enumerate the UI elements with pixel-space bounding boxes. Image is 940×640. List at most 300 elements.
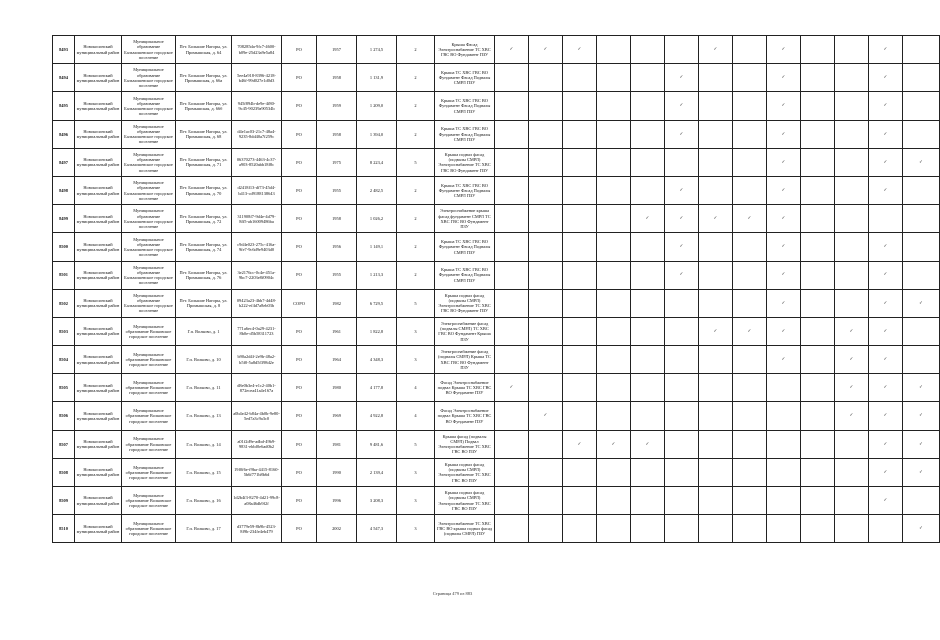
table-row [53, 430, 940, 458]
empty-cell [733, 346, 767, 374]
check-mark-icon: ✓ [665, 176, 699, 204]
check-mark-icon: ✓ [665, 92, 699, 120]
empty-cell [495, 458, 529, 486]
address-cell: Г.п. Волково, д. 14 [176, 430, 232, 458]
district-cell: Новокосинский муниципальный район [75, 346, 122, 374]
municipality-cell: Муниципальное образование Бальмошевское городское поселение [122, 176, 176, 204]
count-cell: 2 [397, 36, 435, 64]
type-cell: РО [282, 64, 317, 92]
check-mark-icon: ✓ [733, 205, 767, 233]
district-cell: Новокосинский муниципальный район [75, 374, 122, 402]
empty-cell [563, 317, 597, 345]
empty-cell [733, 36, 767, 64]
guid-cell: 1d2b4f3-8270-4d21-99c8-a08a46db9f2f [232, 487, 282, 515]
type-cell: РО [282, 120, 317, 148]
area-cell: 2 139,4 [357, 458, 397, 486]
guid-cell: b90a2d4f-2e9b-48a2-b5f0-5a8d5f398d2e [232, 346, 282, 374]
empty-cell [767, 515, 801, 543]
works-cell: Фасад Электроснабжение подвал Крыша ТС ХВС ГВС ВО Фундамент ПЗУ [435, 374, 495, 402]
check-mark-icon: ✓ [869, 402, 903, 430]
empty-cell [699, 148, 733, 176]
type-cell: РО [282, 346, 317, 374]
row-number: 8510 [53, 515, 75, 543]
empty-cell [563, 64, 597, 92]
empty-cell [733, 430, 767, 458]
type-cell: РО [282, 317, 317, 345]
row-number: 8498 [53, 176, 75, 204]
check-mark-icon: ✓ [903, 458, 940, 486]
empty-cell [699, 487, 733, 515]
empty-cell [495, 430, 529, 458]
row-number: 8502 [53, 289, 75, 317]
empty-cell [835, 92, 869, 120]
works-cell: Электроснабжение фасад (подвалы СМРЛ) Крыша ТС ХВС ГВС ВО Фундамент ПЗУ [435, 346, 495, 374]
guid-cell: a01f2d9e-adbd-49b9-9831-ebbf0e6ad0b2 [232, 430, 282, 458]
area-cell: 6 729,5 [357, 289, 397, 317]
area-cell: 8 223,4 [357, 148, 397, 176]
empty-cell [835, 64, 869, 92]
works-cell: Электроснабжение ТС ХВС ГВС ВО крыша подвал фасад (подвалы СМРЛ) ПЗУ [435, 515, 495, 543]
works-cell: Крыша подвал фасад (подвалы СМРЛ) Электроснабжение ТС ХВС ГВС ВО ПЗУ [435, 458, 495, 486]
check-mark-icon: ✓ [869, 92, 903, 120]
address-cell: Г.п. Волково, д. 1 [176, 317, 232, 345]
check-mark-icon: ✓ [903, 374, 940, 402]
check-mark-icon: ✓ [903, 148, 940, 176]
empty-cell [665, 36, 699, 64]
empty-cell [801, 148, 835, 176]
empty-cell [733, 374, 767, 402]
district-cell: Новокосинский муниципальный район [75, 176, 122, 204]
check-mark-icon: ✓ [903, 289, 940, 317]
empty-cell [903, 317, 940, 345]
check-mark-icon: ✓ [495, 36, 529, 64]
empty-cell [665, 515, 699, 543]
empty-cell [665, 402, 699, 430]
empty-cell [767, 487, 801, 515]
row-number: 8506 [53, 402, 75, 430]
check-mark-icon: ✓ [835, 346, 869, 374]
table-row [53, 346, 940, 374]
check-mark-icon: ✓ [869, 487, 903, 515]
empty-cell [835, 36, 869, 64]
guid-cell: 771a6ec4-0a29-4231-8b0e-d5b58311723 [232, 317, 282, 345]
year-cell: 1958 [317, 205, 357, 233]
area-cell: 1 026,2 [357, 205, 397, 233]
district-cell: Новокосинский муниципальный район [75, 317, 122, 345]
area-cell: 4 348,3 [357, 346, 397, 374]
year-cell: 2002 [317, 515, 357, 543]
empty-cell [733, 176, 767, 204]
empty-cell [665, 289, 699, 317]
district-cell: Новокосинский муниципальный район [75, 92, 122, 120]
count-cell: 3 [397, 346, 435, 374]
check-mark-icon: ✓ [869, 458, 903, 486]
empty-cell [495, 487, 529, 515]
table-row [53, 289, 940, 317]
empty-cell [699, 402, 733, 430]
empty-cell [801, 205, 835, 233]
type-cell: РО [282, 36, 317, 64]
count-cell: 3 [397, 458, 435, 486]
municipality-cell: Муниципальное образование Бальмошевское городское поселение [122, 36, 176, 64]
empty-cell [835, 487, 869, 515]
check-mark-icon: ✓ [869, 64, 903, 92]
works-cell: Крыша ТС ХВС ГВС ВО Фундамент Фасад Подвалы СМРЛ ПЗУ [435, 120, 495, 148]
municipality-cell: Муниципальное образование Бальмошевское городское поселение [122, 289, 176, 317]
empty-cell [597, 374, 631, 402]
guid-cell: 708285da-9fc7-4600-b09e-25d23a9e5a84 [232, 36, 282, 64]
municipality-cell: Муниципальное образование Волковское городское поселение [122, 402, 176, 430]
check-mark-icon: ✓ [869, 289, 903, 317]
empty-cell [733, 120, 767, 148]
empty-cell [665, 458, 699, 486]
check-mark-icon: ✓ [767, 176, 801, 204]
count-cell: 5 [397, 430, 435, 458]
guid-cell: 09423a23-4bb7-4d48-b222-ef4d7a8eb03b [232, 289, 282, 317]
row-number: 8505 [53, 374, 75, 402]
empty-cell [597, 402, 631, 430]
check-mark-icon: ✓ [563, 36, 597, 64]
type-cell: РО [282, 430, 317, 458]
count-cell: 2 [397, 233, 435, 261]
type-cell: РО [282, 176, 317, 204]
check-mark-icon: ✓ [665, 64, 699, 92]
empty-cell [699, 289, 733, 317]
address-cell: Пгт. Большие Нагоры, ул. Промышская, д. 64 [176, 36, 232, 64]
address-cell: Г.п. Волково, д. 10 [176, 346, 232, 374]
empty-cell [835, 515, 869, 543]
empty-cell [767, 430, 801, 458]
district-cell: Новокосинский муниципальный район [75, 515, 122, 543]
empty-cell [597, 148, 631, 176]
empty-cell [597, 176, 631, 204]
empty-cell [767, 458, 801, 486]
empty-cell [699, 64, 733, 92]
empty-cell [767, 374, 801, 402]
check-mark-icon: ✓ [903, 402, 940, 430]
empty-cell [903, 64, 940, 92]
municipality-cell: Муниципальное образование Волковское городское поселение [122, 374, 176, 402]
empty-cell [699, 430, 733, 458]
check-mark-icon: ✓ [699, 205, 733, 233]
empty-cell [597, 64, 631, 92]
empty-cell [529, 120, 563, 148]
year-cell: 1964 [317, 346, 357, 374]
check-mark-icon: ✓ [767, 64, 801, 92]
table-row [53, 64, 940, 92]
empty-cell [903, 176, 940, 204]
empty-cell [529, 261, 563, 289]
check-mark-icon: ✓ [631, 205, 665, 233]
empty-cell [869, 205, 903, 233]
year-cell: 1980 [317, 374, 357, 402]
address-cell: Г.п. Волково, д. 17 [176, 515, 232, 543]
empty-cell [835, 120, 869, 148]
check-mark-icon: ✓ [529, 36, 563, 64]
area-cell: 3 208,3 [357, 487, 397, 515]
works-cell: Крыша ТС ХВС ГВС ВО Фундамент Фасад Подвалы СМРЛ ПЗУ [435, 233, 495, 261]
empty-cell [563, 120, 597, 148]
empty-cell [733, 458, 767, 486]
empty-cell [903, 92, 940, 120]
count-cell: 5 [397, 148, 435, 176]
area-cell: 1 394,0 [357, 120, 397, 148]
empty-cell [495, 261, 529, 289]
table-row [53, 374, 940, 402]
check-mark-icon: ✓ [835, 374, 869, 402]
address-cell: Пгт. Большие Нагоры, ул. Промышская, д. 8 [176, 289, 232, 317]
table-row [53, 148, 940, 176]
municipality-cell: Муниципальное образование Бальмошевское городское поселение [122, 205, 176, 233]
municipality-cell: Муниципальное образование Волковское городское поселение [122, 515, 176, 543]
empty-cell [529, 176, 563, 204]
empty-cell [903, 233, 940, 261]
check-mark-icon: ✓ [869, 148, 903, 176]
empty-cell [563, 346, 597, 374]
count-cell: 2 [397, 64, 435, 92]
empty-cell [801, 176, 835, 204]
works-cell: Крыша Фасад Электроснабжение ТС ХВС ГВС ВО Фундамент ПЗУ [435, 36, 495, 64]
district-cell: Новокосинский муниципальный район [75, 64, 122, 92]
type-cell: РО [282, 458, 317, 486]
check-mark-icon: ✓ [903, 430, 940, 458]
empty-cell [869, 515, 903, 543]
check-mark-icon: ✓ [665, 261, 699, 289]
empty-cell [495, 402, 529, 430]
empty-cell [563, 402, 597, 430]
count-cell: 2 [397, 261, 435, 289]
empty-cell [801, 346, 835, 374]
empty-cell [631, 261, 665, 289]
count-cell: 3 [397, 487, 435, 515]
empty-cell [801, 317, 835, 345]
municipality-cell: Муниципальное образование Волковское городское поселение [122, 317, 176, 345]
check-mark-icon: ✓ [835, 402, 869, 430]
empty-cell [631, 64, 665, 92]
guid-cell: 5ee4a918-8396-4218-b46f-99d027e1d0d3 [232, 64, 282, 92]
empty-cell [563, 289, 597, 317]
guid-cell: d4e1ac03-21c7-48a4-9235-8dd40a7f259c [232, 120, 282, 148]
check-mark-icon: ✓ [767, 233, 801, 261]
address-cell: Пгт. Большие Нагоры, ул. Промышская, д. 68 [176, 120, 232, 148]
register-table [52, 35, 940, 543]
check-mark-icon: ✓ [767, 317, 801, 345]
row-number: 8501 [53, 261, 75, 289]
works-cell: Крыша подвал фасад (подвалы СМРЛ) Электроснабжение ТС ХВС ГВС ВО ПЗУ [435, 487, 495, 515]
check-mark-icon: ✓ [869, 36, 903, 64]
check-mark-icon: ✓ [869, 120, 903, 148]
empty-cell [563, 92, 597, 120]
municipality-cell: Муниципальное образование Бальмошевское городское поселение [122, 64, 176, 92]
year-cell: 1982 [317, 289, 357, 317]
empty-cell [563, 374, 597, 402]
guid-cell: 945f894b-de9e-4f80-9c45-90239a90534b [232, 92, 282, 120]
empty-cell [597, 205, 631, 233]
year-cell: 1996 [317, 487, 357, 515]
area-cell: 9 481,6 [357, 430, 397, 458]
type-cell: РО [282, 148, 317, 176]
empty-cell [835, 430, 869, 458]
address-cell: Пгт. Большие Нагоры, ул. Промышская, д. 66б [176, 92, 232, 120]
empty-cell [597, 120, 631, 148]
empty-cell [529, 233, 563, 261]
check-mark-icon: ✓ [869, 176, 903, 204]
area-cell: 4 922,8 [357, 402, 397, 430]
row-number: 8500 [53, 233, 75, 261]
works-cell: Крыша фасад (подвалы СМРЛ) Подвал Электроснабжение ТС ХВС ГВС ВО ПЗУ [435, 430, 495, 458]
works-cell: Крыша ТС ХВС ГВС ВО Фундамент Фасад Подвалы СМРЛ ПЗУ [435, 261, 495, 289]
area-cell: 2 482,5 [357, 176, 397, 204]
district-cell: Новокосинский муниципальный район [75, 458, 122, 486]
type-cell: РО [282, 487, 317, 515]
empty-cell [903, 36, 940, 64]
empty-cell [801, 36, 835, 64]
table-row [53, 176, 940, 204]
area-cell: 1 209,0 [357, 92, 397, 120]
empty-cell [529, 346, 563, 374]
empty-cell [699, 261, 733, 289]
row-number: 8496 [53, 120, 75, 148]
type-cell: РО [282, 233, 317, 261]
guid-cell: d2418f13-df73-45d4-b413-cd9188138643 [232, 176, 282, 204]
empty-cell [699, 374, 733, 402]
empty-cell [631, 289, 665, 317]
district-cell: Новокосинский муниципальный район [75, 148, 122, 176]
municipality-cell: Муниципальное образование Волковское городское поселение [122, 346, 176, 374]
year-cell: 1975 [317, 148, 357, 176]
area-cell: 1 213,3 [357, 261, 397, 289]
empty-cell [835, 261, 869, 289]
empty-cell [699, 458, 733, 486]
empty-cell [597, 261, 631, 289]
year-cell: 1956 [317, 233, 357, 261]
check-mark-icon: ✓ [529, 402, 563, 430]
municipality-cell: Муниципальное образование Бальмошевское городское поселение [122, 120, 176, 148]
empty-cell [495, 233, 529, 261]
type-cell: РО [282, 402, 317, 430]
check-mark-icon: ✓ [869, 346, 903, 374]
district-cell: Новокосинский муниципальный район [75, 233, 122, 261]
empty-cell [903, 346, 940, 374]
empty-cell [733, 233, 767, 261]
check-mark-icon: ✓ [699, 317, 733, 345]
municipality-cell: Муниципальное образование Бальмошевское городское поселение [122, 148, 176, 176]
area-cell: 1 274,5 [357, 36, 397, 64]
district-cell: Новокосинский муниципальный район [75, 205, 122, 233]
municipality-cell: Муниципальное образование Бальмошевское городское поселение [122, 92, 176, 120]
check-mark-icon: ✓ [869, 317, 903, 345]
year-cell: 1957 [317, 36, 357, 64]
count-cell: 2 [397, 120, 435, 148]
guid-cell: c9d4e023-275c-416a-9fe7-9c6d9e9403d0 [232, 233, 282, 261]
empty-cell [699, 515, 733, 543]
empty-cell [597, 92, 631, 120]
empty-cell [631, 458, 665, 486]
check-mark-icon: ✓ [767, 92, 801, 120]
check-mark-icon: ✓ [869, 233, 903, 261]
empty-cell [631, 120, 665, 148]
empty-cell [529, 289, 563, 317]
table-row [53, 36, 940, 64]
district-cell: Новокосинский муниципальный район [75, 402, 122, 430]
empty-cell [733, 92, 767, 120]
empty-cell [699, 233, 733, 261]
check-mark-icon: ✓ [767, 205, 801, 233]
municipality-cell: Муниципальное образование Бальмошевское городское поселение [122, 261, 176, 289]
empty-cell [631, 176, 665, 204]
district-cell: Новокосинский муниципальный район [75, 487, 122, 515]
area-cell: 4 547,3 [357, 515, 397, 543]
table-row [53, 402, 940, 430]
empty-cell [529, 64, 563, 92]
empty-cell [529, 205, 563, 233]
type-cell: РО [282, 261, 317, 289]
guid-cell: d3779e59-8b9b-4523-8f9b-234fe4eb479 [232, 515, 282, 543]
table-row [53, 317, 940, 345]
empty-cell [801, 92, 835, 120]
check-mark-icon: ✓ [563, 430, 597, 458]
empty-cell [563, 515, 597, 543]
empty-cell [665, 317, 699, 345]
district-cell: Новокосинский муниципальный район [75, 261, 122, 289]
municipality-cell: Муниципальное образование Бальмошевское городское поселение [122, 233, 176, 261]
count-cell: 2 [397, 92, 435, 120]
empty-cell [699, 346, 733, 374]
empty-cell [631, 36, 665, 64]
empty-cell [563, 148, 597, 176]
empty-cell [801, 289, 835, 317]
empty-cell [699, 92, 733, 120]
year-cell: 1969 [317, 402, 357, 430]
guid-cell: 06370273-4463-4c37-a903-8520abb18f8c [232, 148, 282, 176]
table-row [53, 233, 940, 261]
address-cell: Г.п. Волково, д. 11 [176, 374, 232, 402]
empty-cell [563, 176, 597, 204]
table-row [53, 120, 940, 148]
empty-cell [801, 430, 835, 458]
count-cell: 2 [397, 205, 435, 233]
empty-cell [597, 515, 631, 543]
empty-cell [801, 402, 835, 430]
empty-cell [597, 487, 631, 515]
empty-cell [801, 487, 835, 515]
empty-cell [529, 458, 563, 486]
empty-cell [665, 374, 699, 402]
address-cell: Г.п. Волково, д. 15 [176, 458, 232, 486]
works-cell: Крыша подвал фасад (подвалы СМРЛ) Электроснабжение ТС ХВС ГВС ВО Фундамент ПЗУ [435, 148, 495, 176]
works-cell: Крыша ТС ХВС ГВС ВО Фундамент Фасад Подвалы СМРЛ ПЗУ [435, 64, 495, 92]
count-cell: 2 [397, 176, 435, 204]
check-mark-icon: ✓ [733, 317, 767, 345]
works-cell: Электроснабжение фасад (подвалы СМРЛ) ТС ХВС ГВС ВО Фундамент Крыша ПЗУ [435, 317, 495, 345]
count-cell: 4 [397, 374, 435, 402]
check-mark-icon: ✓ [767, 120, 801, 148]
empty-cell [529, 374, 563, 402]
empty-cell [835, 233, 869, 261]
empty-cell [631, 317, 665, 345]
guid-cell: 3e2176cc-0c4e-451a-9bc7-2203e8f0904c [232, 261, 282, 289]
count-cell: 3 [397, 317, 435, 345]
empty-cell [733, 515, 767, 543]
type-cell: РО [282, 205, 317, 233]
table-body [53, 36, 940, 543]
district-cell: Новокосинский муниципальный район [75, 36, 122, 64]
empty-cell [495, 515, 529, 543]
address-cell: Г.п. Волково, д. 16 [176, 487, 232, 515]
empty-cell [665, 487, 699, 515]
empty-cell [665, 430, 699, 458]
guid-cell: 19f0f6e-f9ba-4415-8160-5b6f771b8b6d [232, 458, 282, 486]
